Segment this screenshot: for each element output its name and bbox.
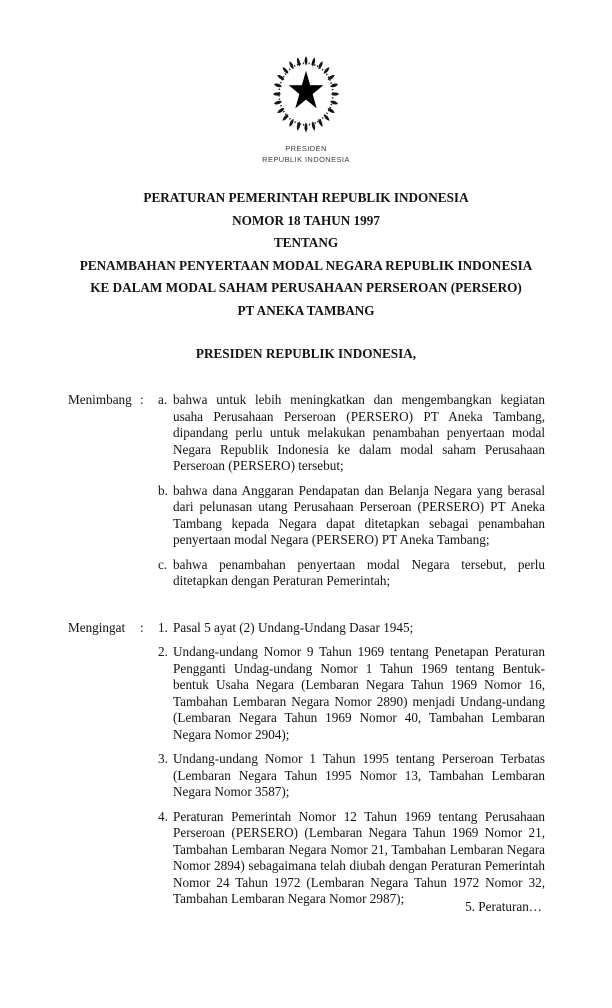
section-label: Mengingat [68, 619, 126, 635]
title-line-subject-1: PENAMBAHAN PENYERTAAN MODAL NEGARA REPUBLIK INDONESIA [79, 257, 533, 273]
item-marker: b. [158, 482, 168, 498]
item-marker: a. [158, 392, 168, 407]
presidential-seal-logo [271, 54, 341, 134]
document-title [0, 187, 612, 322]
consideration-item-c [158, 557, 545, 590]
consideration-item-b [158, 483, 545, 549]
item-text: bahwa penambahan penyertaan modal Negara tersebut, perlu ditetapkan dengan Peraturan Pemerintah; [173, 556, 545, 588]
seal-block [0, 0, 612, 165]
item-marker: 3. [158, 751, 168, 766]
section-items [158, 392, 545, 590]
title-line-subject-2: KE DALAM MODAL SAHAM PERUSAHAAN PERSEROAN (PERSERO) [90, 280, 522, 295]
document-body [0, 392, 612, 908]
item-text: Pasal 5 ayat (2) Undang-Undang Dasar 1945; [173, 619, 414, 635]
seal-caption-line2: REPUBLIK INDONESIA [262, 155, 350, 164]
item-text: Undang-undang Nomor 9 Tahun 1969 tentang Penetapan Peraturan Pengganti Undag-undang Nomor 1 Tahun 1969 tentang Bentuk-bentuk Usaha Negara (Lembaran Negara Tahun 1969 Nomor 16, Tambahan Lembaran Negara Nomor 2890) menjadi Undang-undang (Lembaran Negara Tahun 1969 Nomor 40, Tambahan Lembaran Negara Nomor 2904); [173, 644, 545, 742]
legal-basis-item-4 [158, 809, 545, 908]
consideration-item-a [158, 392, 545, 475]
section-items [158, 620, 545, 908]
item-marker: 1. [158, 619, 168, 635]
section-label: Menimbang [68, 392, 132, 407]
item-text: bahwa dana Anggaran Pendapatan dan Belanja Negara yang berasal dari pelunasan utang Perusahaan Perseroan (PERSERO) PT Aneka Tambang kepada Negara dapat ditetapkan sebagai penambahan penyertaan modal Negara (PERSERO) PT Aneka Tambang; [173, 482, 545, 547]
item-text: bahwa untuk lebih meningkatkan dan mengembangkan kegiatan usaha Perusahaan Perseroan (PERSERO) PT Aneka Tambang, dipandang perlu untuk melakukan penambahan penyertaan modal Negara Republik Indonesia ke dalam modal saham Perusahaan Perseroan (PERSERO) tersebut; [173, 392, 545, 473]
seal-caption [0, 143, 612, 165]
legal-basis-item-3 [158, 751, 545, 801]
item-marker: 4. [158, 808, 168, 824]
section-colon: : [140, 392, 144, 407]
title-line-subject-3: PT ANEKA TAMBANG [237, 302, 375, 318]
item-text: Peraturan Pemerintah Nomor 12 Tahun 1969 tentang Perusahaan Perseroan (PERSERO) (Lembaran Negara Tahun 1969 Nomor 21, Tambahan Lembaran Negara Nomor 21, Tambahan Lembaran Negara Nomor 2894) sebagaimana telah diubah dengan Peraturan Pemerintah Nomor 24 Tahun 1972 (Lembaran Negara Tahun 1972 Nomor 32, Tambahan Lembaran Negara Nomor 2987); [173, 808, 545, 906]
title-line-tentang: TENTANG [273, 235, 339, 250]
legal-basis-item-2 [158, 644, 545, 743]
catchword: 5. Peraturan… [465, 899, 542, 914]
item-marker: c. [158, 556, 168, 572]
section-menimbang [68, 392, 545, 590]
title-line-regulation: PERATURAN PEMERINTAH REPUBLIK INDONESIA [143, 190, 469, 205]
title-line-number: NOMOR 18 TAHUN 1997 [232, 212, 380, 228]
item-marker: 2. [158, 644, 168, 659]
seal-caption-line1: PRESIDEN [285, 144, 327, 153]
item-text: Undang-undang Nomor 1 Tahun 1995 tentang Perseroan Terbatas (Lembaran Negara Tahun 1995 Nomor 13, Tambahan Lembaran Negara Nomor 3587); [173, 751, 545, 799]
salutation: PRESIDEN REPUBLIK INDONESIA, [195, 346, 417, 361]
section-mengingat [68, 620, 545, 908]
section-colon: : [140, 619, 144, 635]
legal-basis-item-1 [158, 620, 545, 637]
seal-star [289, 71, 324, 109]
